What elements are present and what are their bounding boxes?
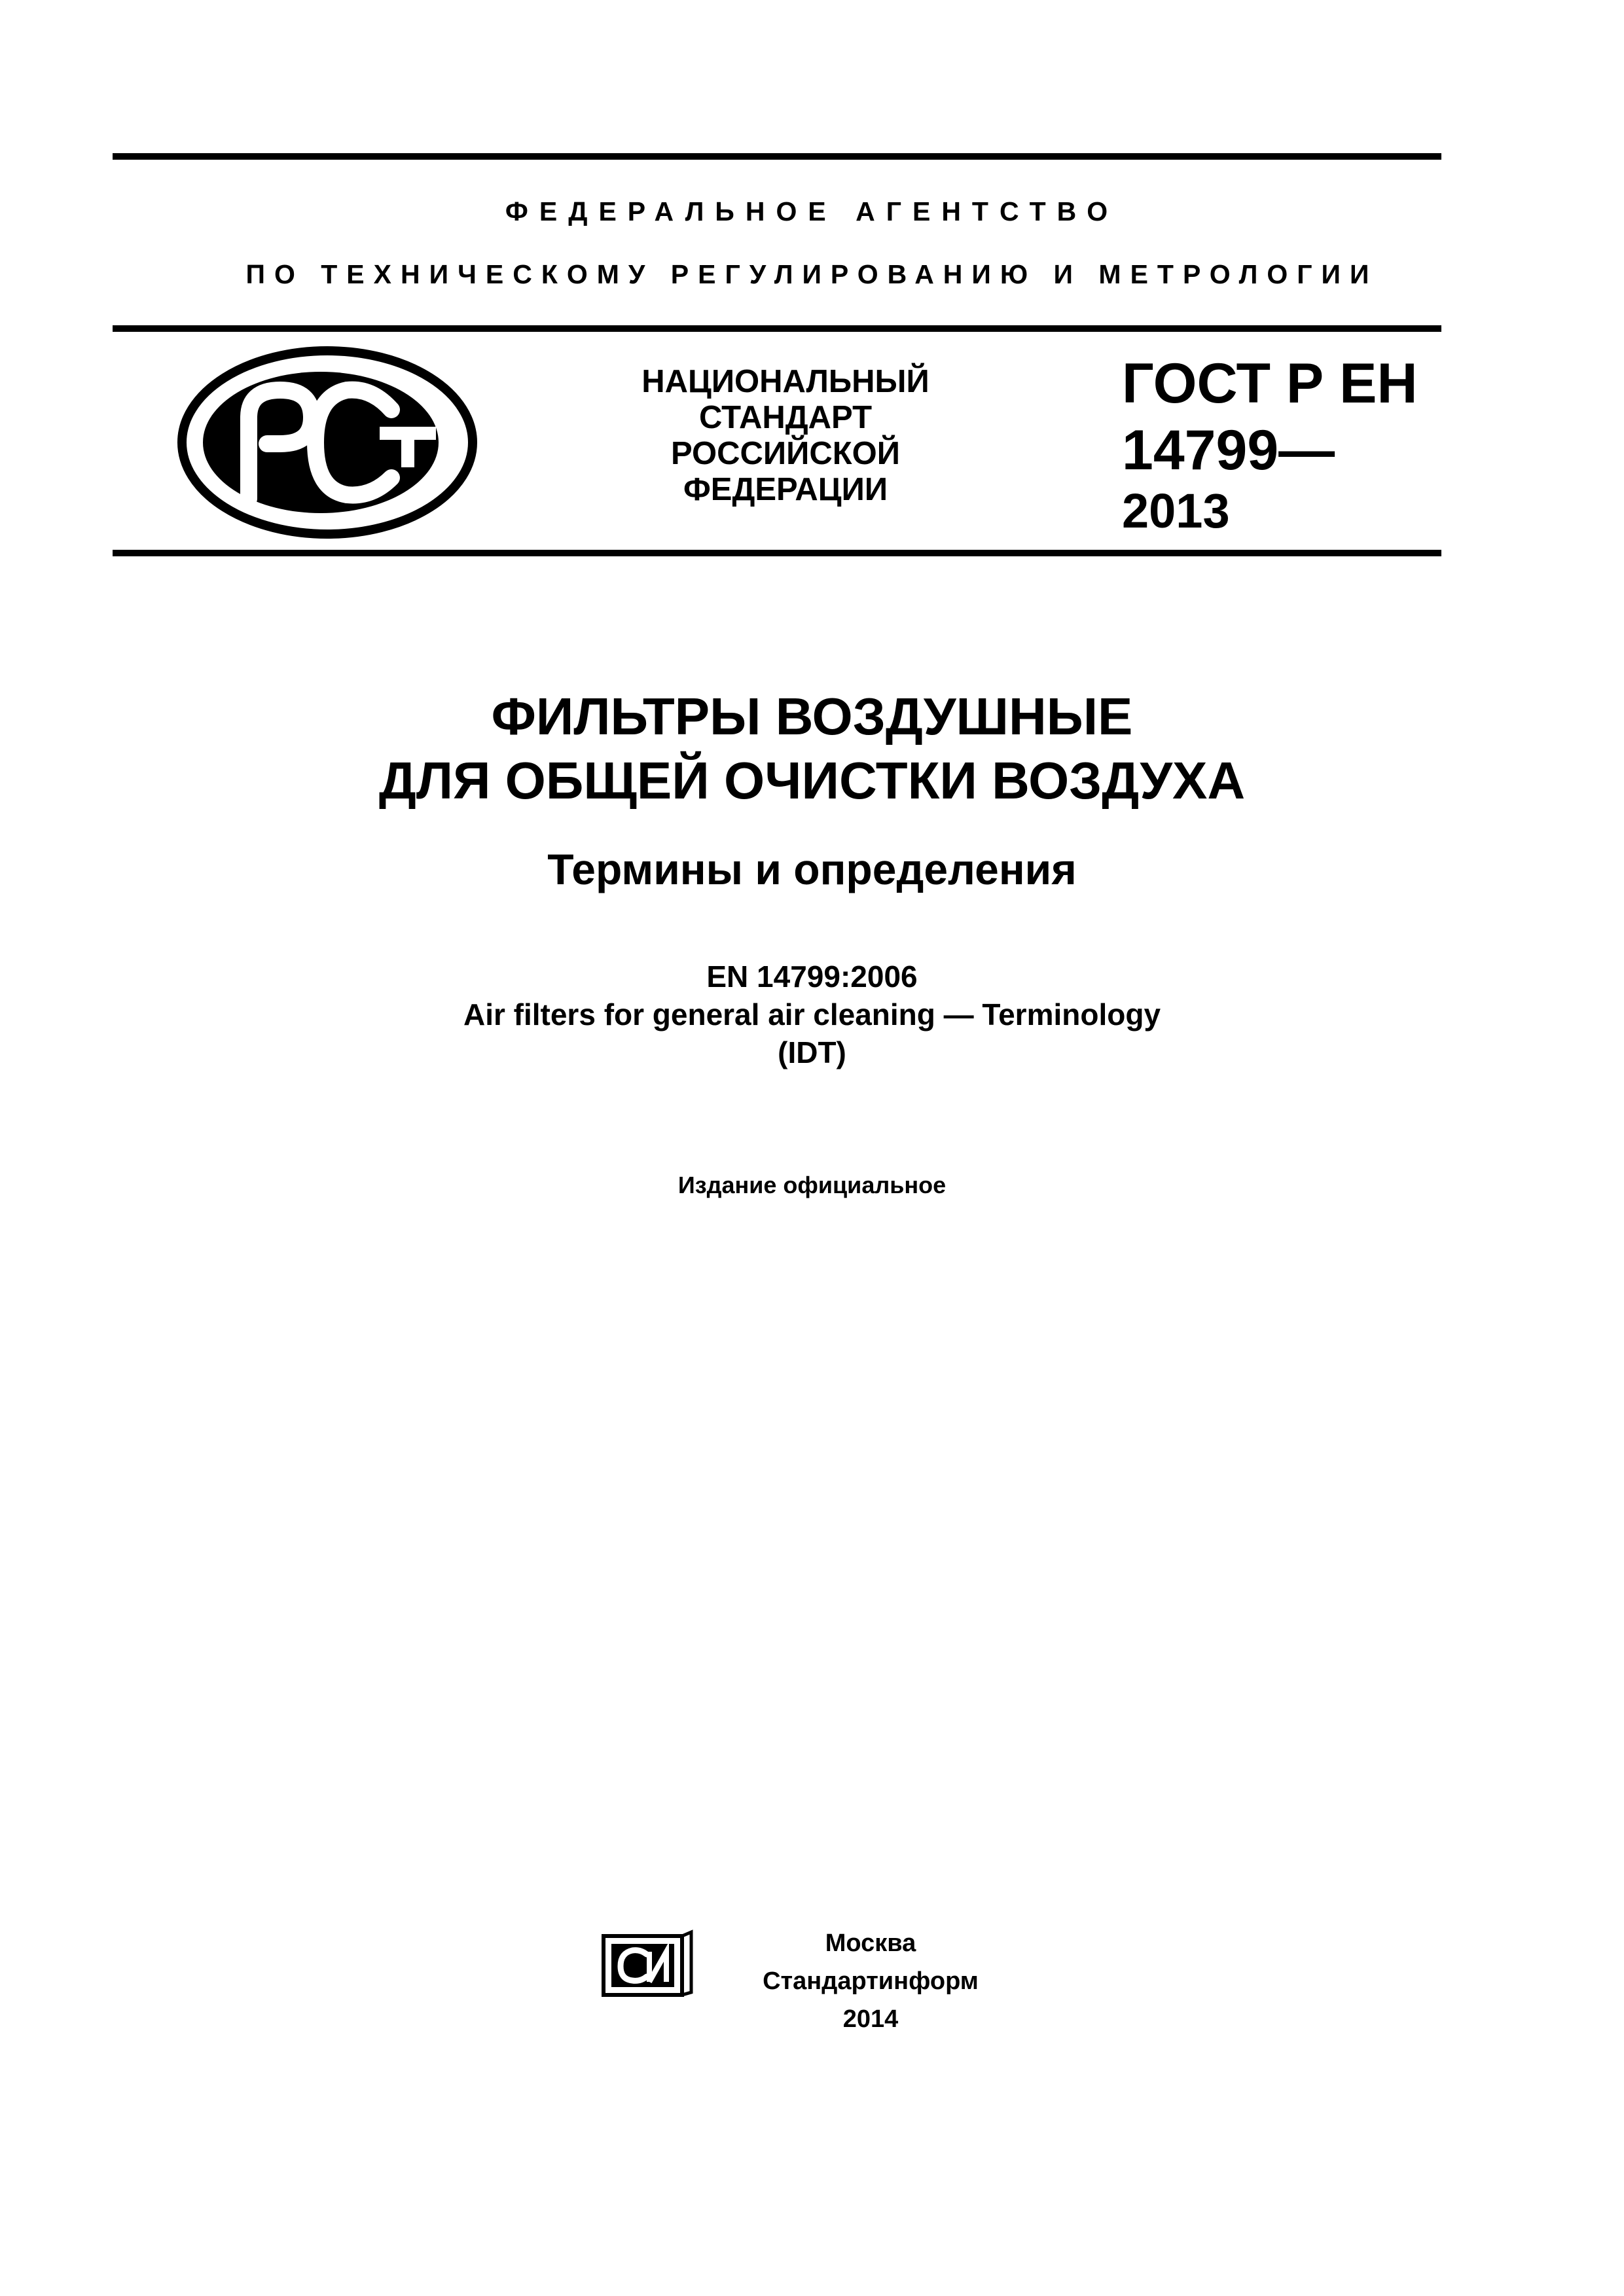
publisher-block [707, 1924, 1034, 2038]
national-standard-line-1: НАЦИОНАЛЬНЫЙ [641, 364, 929, 399]
standard-block-top-rule [113, 325, 1441, 332]
document-subtitle: Термины и определения [547, 845, 1077, 893]
top-rule [113, 153, 1441, 160]
standartinform-logo-icon [601, 1929, 694, 2000]
national-standard-line-3: РОССИЙСКОЙ [671, 436, 900, 471]
source-standard-code: EN 14799:2006 [706, 960, 918, 994]
source-standard-equivalence: (IDT) [778, 1035, 846, 1069]
standard-designation [1122, 350, 1418, 539]
standard-block-bottom-rule [113, 550, 1441, 556]
agency-line-1: ФЕДЕРАЛЬНОЕ АГЕНТСТВО [505, 196, 1119, 226]
title-line-2: ДЛЯ ОБЩЕЙ ОЧИСТКИ ВОЗДУХА [378, 751, 1246, 810]
publisher-city: Москва [825, 1929, 916, 1957]
national-standard-line-2: СТАНДАРТ [698, 400, 873, 435]
source-standard-title: Air filters for general air cleaning — Terminology [463, 997, 1161, 1031]
edition-label: Издание официальное [677, 1172, 947, 1198]
rst-logo-icon [175, 344, 479, 541]
agency-line-2: ПО ТЕХНИЧЕСКОМУ РЕГУЛИРОВАНИЮ И МЕТРОЛОГИИ [245, 259, 1379, 289]
national-standard-line-4: ФЕДЕРАЦИИ [683, 472, 888, 507]
national-standard-label [589, 364, 982, 508]
designation-line-2: 14799— [1122, 419, 1335, 482]
source-standard [0, 958, 1624, 1071]
designation-line-1: ГОСТ Р ЕН [1122, 352, 1418, 415]
publisher-name: Стандартинформ [763, 1967, 979, 1995]
designation-year: 2013 [1122, 484, 1230, 538]
title-line-1: ФИЛЬТРЫ ВОЗДУШНЫЕ [491, 687, 1133, 745]
publisher-year: 2014 [842, 2005, 899, 2033]
document-title [0, 685, 1624, 813]
